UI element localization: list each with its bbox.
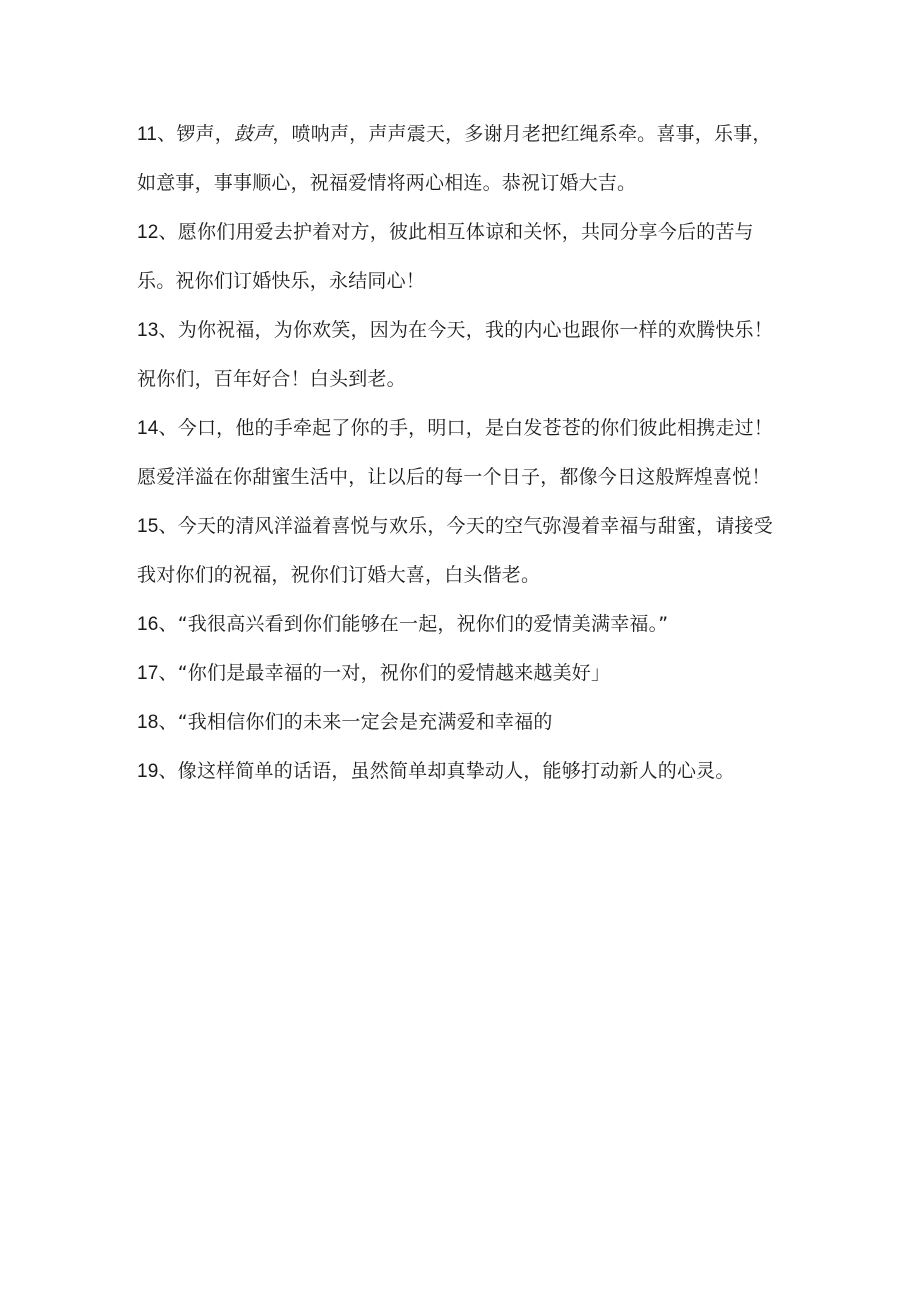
item-text: 、“你们是最幸福的一对，祝你们的爱情越来越美好」 bbox=[158, 662, 611, 684]
item-13-line-2 bbox=[137, 357, 797, 406]
item-16-line-1 bbox=[137, 602, 797, 651]
item-text: 、“我相信你们的未来一定会是充满爱和幸福的 bbox=[158, 711, 553, 733]
item-text: 、锣声， bbox=[157, 123, 234, 145]
item-17-line-1 bbox=[137, 651, 797, 700]
item-text-italic: 鼓声 bbox=[233, 123, 273, 145]
item-number: 14 bbox=[137, 418, 159, 439]
document-body bbox=[137, 112, 797, 798]
item-11-line-1 bbox=[137, 112, 797, 161]
item-text: 、今口，他的手牵起了你的手，明口，是白发苍苍的你们彼此相携走过！ bbox=[158, 417, 773, 439]
item-15-line-2 bbox=[137, 553, 797, 602]
item-text: 、像这样简单的话语，虽然简单却真挚动人，能够打动新人的心灵。 bbox=[158, 760, 735, 782]
item-number: 13 bbox=[137, 320, 159, 341]
item-14-line-2 bbox=[137, 455, 797, 504]
item-19-line-1 bbox=[137, 749, 797, 798]
item-number: 19 bbox=[137, 761, 159, 782]
item-18-line-1 bbox=[137, 700, 797, 749]
item-text: 愿爱洋溢在你甜蜜生活中，让以后的每一个日子，都像今日这般辉煌喜悦！ bbox=[137, 466, 771, 488]
item-text: 我对你们的祝福，祝你们订婚大喜，白头偕老。 bbox=[137, 564, 541, 586]
item-text: ，喷呐声，声声震天，多谢月老把红绳系牵。喜事，乐事， bbox=[272, 123, 772, 145]
item-number: 12 bbox=[137, 222, 159, 243]
item-text: 祝你们，百年好合！白头到老。 bbox=[137, 368, 406, 390]
item-11-line-2 bbox=[137, 161, 797, 210]
item-15-line-1 bbox=[137, 504, 797, 553]
item-text: 、“我很高兴看到你们能够在一起，祝你们的爱情美满幸福。” bbox=[158, 613, 669, 635]
item-text: 、愿你们用爱去护着对方，彼此相互体谅和关怀，共同分享今后的苦与 bbox=[158, 221, 754, 243]
item-12-line-2 bbox=[137, 259, 797, 308]
item-number: 18 bbox=[137, 712, 159, 733]
item-number: 11 bbox=[137, 124, 158, 145]
item-14-line-1 bbox=[137, 406, 797, 455]
item-number: 15 bbox=[137, 516, 159, 537]
item-text: 如意事，事事顺心，祝福爱情将两心相连。恭祝订婚大吉。 bbox=[137, 172, 637, 194]
item-text: 、为你祝福，为你欢笑，因为在今天，我的内心也跟你一样的欢腾快乐！ bbox=[158, 319, 773, 341]
item-text: 乐。祝你们订婚快乐，永结同心！ bbox=[137, 270, 426, 292]
item-text: 、今天的清风洋溢着喜悦与欢乐，今天的空气弥漫着幸福与甜蜜，请接受 bbox=[158, 515, 773, 537]
item-12-line-1 bbox=[137, 210, 797, 259]
item-number: 17 bbox=[137, 663, 159, 684]
item-13-line-1 bbox=[137, 308, 797, 357]
item-number: 16 bbox=[137, 614, 159, 635]
